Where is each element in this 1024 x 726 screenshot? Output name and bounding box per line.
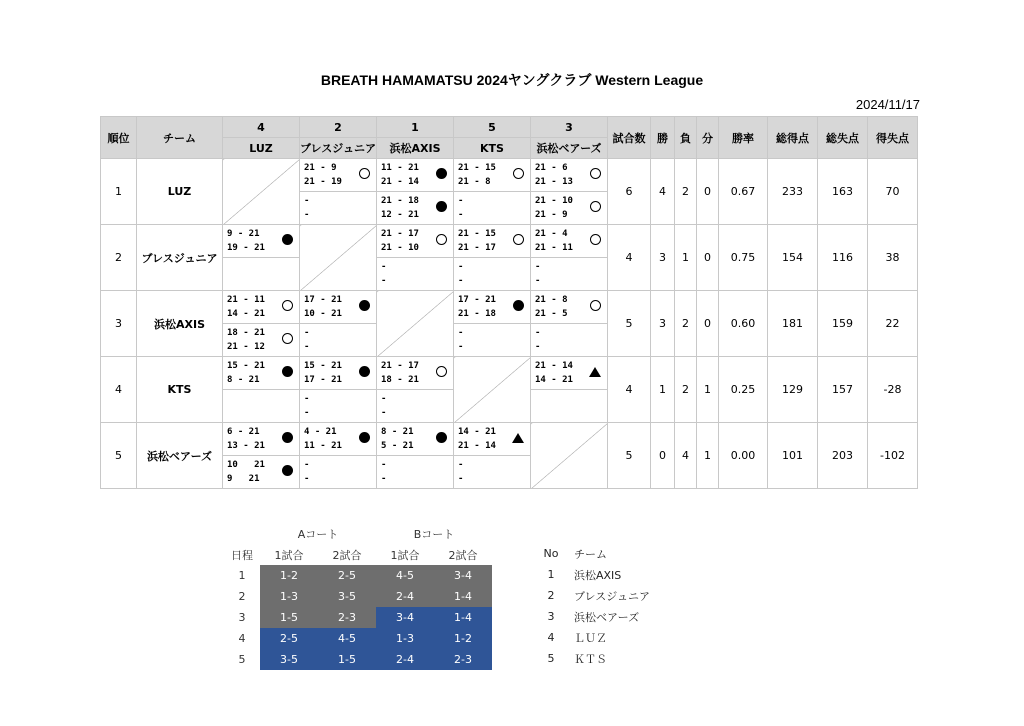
point-diff-cell: -102 (868, 423, 918, 489)
team-name-cell: 浜松AXIS (137, 291, 223, 357)
rank-cell: 3 (101, 291, 137, 357)
set-score: 21 - 17 (381, 229, 419, 239)
win-circle-icon (590, 234, 601, 245)
match-game (223, 225, 299, 257)
draws-cell: 0 (697, 159, 719, 225)
match-game (531, 257, 607, 290)
set-score: - (458, 262, 464, 272)
match-cell (454, 159, 531, 225)
match-game (223, 389, 299, 422)
match-game (454, 191, 530, 224)
match-game (531, 389, 607, 422)
match-cell (454, 423, 531, 489)
match-pairing: 4-5 (376, 565, 434, 586)
table-row (101, 357, 918, 423)
team-name: 浜松ベアーズ (574, 610, 640, 624)
team-name-cell: 浜松ベアーズ (137, 423, 223, 489)
match-game (531, 191, 607, 224)
set-score: 17 - 21 (304, 375, 342, 385)
match-cell (531, 225, 608, 291)
schedule-row (224, 649, 492, 670)
team-number: 3 (547, 610, 555, 623)
match-order-label: 2試合 (448, 548, 478, 562)
standings-table (100, 116, 918, 489)
wins-cell: 3 (651, 291, 675, 357)
match-pairing: 3-5 (260, 649, 318, 670)
table-row (101, 291, 918, 357)
match-game (454, 257, 530, 290)
set-score: 21 - 4 (535, 229, 568, 239)
points-against-cell: 163 (818, 159, 868, 225)
set-score: 21 - 8 (535, 295, 568, 305)
match-game (300, 423, 376, 455)
col-team-name: 浜松ベアーズ (531, 138, 608, 159)
loss-dot-icon (436, 432, 447, 443)
team-list-item (528, 648, 650, 669)
set-score: 10 21 (227, 460, 265, 470)
win-circle-icon (590, 168, 601, 179)
match-order-label: 2試合 (332, 548, 362, 562)
set-score: - (535, 276, 541, 286)
set-score: 21 - 15 (458, 229, 496, 239)
match-game (223, 291, 299, 323)
team-list (528, 543, 650, 669)
match-game (531, 323, 607, 356)
col-no: 5 (454, 117, 531, 138)
win-circle-icon (282, 300, 293, 311)
match-pairing: 3-4 (376, 607, 434, 628)
team-name-cell: KTS (137, 357, 223, 423)
point-diff-cell: 38 (868, 225, 918, 291)
match-cell (377, 159, 454, 225)
set-score: - (381, 262, 387, 272)
set-score: 4 - 21 (304, 427, 337, 437)
header-point-diff: 得失点 (868, 117, 918, 159)
col-no: 2 (300, 117, 377, 138)
set-score: 21 - 14 (381, 177, 419, 187)
set-score: - (304, 394, 310, 404)
col-no: 3 (531, 117, 608, 138)
header-win: 勝 (651, 117, 675, 159)
col-team-name: ブレスジュニア (300, 138, 377, 159)
set-score: 21 - 13 (535, 177, 573, 187)
set-score: 21 - 14 (535, 361, 573, 371)
set-score: - (304, 328, 310, 338)
loss-dot-icon (282, 366, 293, 377)
win-rate-cell: 0.60 (719, 291, 768, 357)
header-points-for: 総得点 (768, 117, 818, 159)
set-score: 14 - 21 (227, 309, 265, 319)
set-score: 21 - 6 (535, 163, 568, 173)
team-list-no-header: No (543, 547, 559, 560)
games-cell: 5 (608, 291, 651, 357)
team-number: 1 (547, 568, 555, 581)
match-game (223, 357, 299, 389)
set-score: - (458, 342, 464, 352)
set-score: 21 - 17 (381, 361, 419, 371)
set-score: - (535, 328, 541, 338)
schedule-row (224, 628, 492, 649)
match-order-label: 1試合 (274, 548, 304, 562)
team-list-item (528, 564, 650, 585)
set-score: - (381, 460, 387, 470)
win-circle-icon (513, 168, 524, 179)
set-score: 14 - 21 (535, 375, 573, 385)
set-score: - (458, 460, 464, 470)
team-number: 5 (547, 652, 555, 665)
match-pairing: 2-3 (318, 607, 376, 628)
set-score: 8 - 21 (227, 375, 260, 385)
set-score: 9 21 (227, 474, 260, 484)
team-list-item (528, 606, 650, 627)
draws-cell: 1 (697, 423, 719, 489)
match-pairing: 2-5 (318, 565, 376, 586)
win-rate-cell: 0.25 (719, 357, 768, 423)
set-score: 21 - 5 (535, 309, 568, 319)
match-pairing: 1-2 (434, 628, 492, 649)
col-team-name: KTS (454, 138, 531, 159)
match-game (531, 159, 607, 191)
win-rate-cell: 0.75 (719, 225, 768, 291)
set-score: 18 - 21 (381, 375, 419, 385)
set-score: 8 - 21 (381, 427, 414, 437)
team-list-name-header: チーム (574, 547, 607, 561)
match-game (454, 323, 530, 356)
match-game (454, 159, 530, 191)
self-match-cell (377, 291, 454, 357)
set-score: 21 - 9 (304, 163, 337, 173)
points-against-cell: 116 (818, 225, 868, 291)
loss-dot-icon (513, 300, 524, 311)
loss-dot-icon (282, 234, 293, 245)
set-score: 11 - 21 (381, 163, 419, 173)
match-pairing: 3-5 (318, 586, 376, 607)
draws-cell: 1 (697, 357, 719, 423)
match-game (223, 323, 299, 356)
match-pairing: 4-5 (318, 628, 376, 649)
table-row (101, 423, 918, 489)
match-cell (531, 357, 608, 423)
points-for-cell: 154 (768, 225, 818, 291)
points-for-cell: 233 (768, 159, 818, 225)
report-date: 2024/11/17 (855, 97, 920, 112)
points-against-cell: 157 (818, 357, 868, 423)
losses-cell: 1 (675, 225, 697, 291)
match-game (300, 455, 376, 488)
match-cell (300, 423, 377, 489)
loss-dot-icon (359, 300, 370, 311)
match-pairing: 1-2 (260, 565, 318, 586)
match-pairing: 1-3 (376, 628, 434, 649)
team-number: 2 (547, 589, 555, 602)
points-against-cell: 159 (818, 291, 868, 357)
match-game (531, 291, 607, 323)
set-score: - (458, 196, 464, 206)
loss-dot-icon (359, 432, 370, 443)
games-cell: 5 (608, 423, 651, 489)
win-circle-icon (436, 234, 447, 245)
points-for-cell: 181 (768, 291, 818, 357)
match-cell (377, 357, 454, 423)
loss-dot-icon (436, 168, 447, 179)
match-game (223, 423, 299, 455)
rank-cell: 2 (101, 225, 137, 291)
header-loss: 負 (675, 117, 697, 159)
losses-cell: 2 (675, 159, 697, 225)
self-match-cell (223, 159, 300, 225)
set-score: 10 - 21 (304, 309, 342, 319)
losses-cell: 2 (675, 357, 697, 423)
header-games: 試合数 (608, 117, 651, 159)
team-name: ブレスジュニア (574, 589, 651, 603)
games-cell: 4 (608, 225, 651, 291)
team-name: ＬＵＺ (574, 631, 607, 645)
match-game (300, 357, 376, 389)
wins-cell: 4 (651, 159, 675, 225)
match-game (377, 423, 453, 455)
set-score: 12 - 21 (381, 210, 419, 220)
set-score: - (304, 342, 310, 352)
court-b-label: Bコート (413, 527, 455, 541)
match-cell (377, 225, 454, 291)
col-no: 4 (223, 117, 300, 138)
team-name-cell: LUZ (137, 159, 223, 225)
schedule-row (224, 607, 492, 628)
team-name: ＫＴＳ (574, 652, 607, 666)
set-score: 21 - 18 (458, 309, 496, 319)
match-game (377, 159, 453, 191)
match-pairing: 1-5 (260, 607, 318, 628)
table-row (101, 225, 918, 291)
match-pairing: 1-3 (260, 586, 318, 607)
day-number: 2 (238, 590, 246, 603)
match-game (223, 257, 299, 290)
match-game (377, 357, 453, 389)
match-game (377, 455, 453, 488)
set-score: 21 - 11 (227, 295, 265, 305)
match-pairing: 2-4 (376, 649, 434, 670)
col-team-name: LUZ (223, 138, 300, 159)
page-title: BREATH HAMAMATSU 2024ヤングクラブ Western League (320, 72, 704, 88)
match-cell (377, 423, 454, 489)
rank-cell: 5 (101, 423, 137, 489)
draws-cell: 0 (697, 291, 719, 357)
team-list-item (528, 627, 650, 648)
set-score: - (304, 210, 310, 220)
win-circle-icon (282, 333, 293, 344)
match-cell (454, 291, 531, 357)
match-game (300, 191, 376, 224)
set-score: 21 - 10 (381, 243, 419, 253)
schedule-row (224, 586, 492, 607)
set-score: 15 - 21 (227, 361, 265, 371)
header-points-against: 総失点 (818, 117, 868, 159)
set-score: - (458, 210, 464, 220)
match-cell (223, 291, 300, 357)
set-score: 17 - 21 (304, 295, 342, 305)
loss-dot-icon (359, 366, 370, 377)
set-score: - (535, 262, 541, 272)
set-score: - (458, 276, 464, 286)
day-number: 5 (238, 653, 246, 666)
losses-cell: 2 (675, 291, 697, 357)
match-cell (223, 423, 300, 489)
day-number: 4 (238, 632, 246, 645)
set-score: - (458, 328, 464, 338)
match-game (377, 389, 453, 422)
wins-cell: 0 (651, 423, 675, 489)
win-circle-icon (436, 366, 447, 377)
win-circle-icon (590, 300, 601, 311)
match-cell (300, 159, 377, 225)
set-score: - (304, 474, 310, 484)
set-score: - (304, 408, 310, 418)
header-draw: 分 (697, 117, 719, 159)
self-match-cell (454, 357, 531, 423)
rank-cell: 4 (101, 357, 137, 423)
match-game (454, 291, 530, 323)
match-game (454, 423, 530, 455)
set-score: 21 - 11 (535, 243, 573, 253)
match-cell (223, 225, 300, 291)
match-game (300, 159, 376, 191)
match-pairing: 1-4 (434, 586, 492, 607)
points-for-cell: 129 (768, 357, 818, 423)
set-score: 11 - 21 (304, 441, 342, 451)
match-game (454, 455, 530, 488)
set-score: 21 - 14 (458, 441, 496, 451)
set-score: - (381, 474, 387, 484)
match-game (300, 323, 376, 356)
win-circle-icon (513, 234, 524, 245)
win-rate-cell: 0.00 (719, 423, 768, 489)
court-a-label: Aコート (297, 527, 339, 541)
set-score: 21 - 18 (381, 196, 419, 206)
points-against-cell: 203 (818, 423, 868, 489)
win-circle-icon (590, 201, 601, 212)
win-rate-cell: 0.67 (719, 159, 768, 225)
match-cell (300, 291, 377, 357)
match-pairing: 2-4 (376, 586, 434, 607)
match-game (531, 225, 607, 257)
set-score: 6 - 21 (227, 427, 260, 437)
set-score: - (381, 394, 387, 404)
match-cell (300, 357, 377, 423)
match-pairing: 3-4 (434, 565, 492, 586)
draw-triangle-icon (512, 433, 524, 443)
team-list-item (528, 585, 650, 606)
set-score: - (535, 342, 541, 352)
set-score: 17 - 21 (458, 295, 496, 305)
wins-cell: 3 (651, 225, 675, 291)
header-team: チーム (137, 117, 223, 159)
set-score: 15 - 21 (304, 361, 342, 371)
match-cell (223, 357, 300, 423)
day-number: 1 (238, 569, 246, 582)
match-game (300, 291, 376, 323)
set-score: 21 - 9 (535, 210, 568, 220)
set-score: - (304, 196, 310, 206)
loss-dot-icon (282, 432, 293, 443)
set-score: 9 - 21 (227, 229, 260, 239)
self-match-cell (531, 423, 608, 489)
match-pairing: 1-4 (434, 607, 492, 628)
self-match-cell (300, 225, 377, 291)
match-cell (531, 159, 608, 225)
match-order-label: 1試合 (390, 548, 420, 562)
match-game (377, 191, 453, 224)
day-label: 日程 (231, 548, 253, 562)
set-score: 21 - 8 (458, 177, 491, 187)
match-pairing: 1-5 (318, 649, 376, 670)
set-score: 21 - 17 (458, 243, 496, 253)
games-cell: 4 (608, 357, 651, 423)
point-diff-cell: 22 (868, 291, 918, 357)
point-diff-cell: -28 (868, 357, 918, 423)
rank-cell: 1 (101, 159, 137, 225)
team-name-cell: ブレスジュニア (137, 225, 223, 291)
match-game (454, 225, 530, 257)
losses-cell: 4 (675, 423, 697, 489)
set-score: 21 - 12 (227, 342, 265, 352)
games-cell: 6 (608, 159, 651, 225)
match-game (300, 389, 376, 422)
schedule-row (224, 565, 492, 586)
match-pairing: 2-5 (260, 628, 318, 649)
set-score: - (381, 276, 387, 286)
set-score: - (304, 460, 310, 470)
set-score: 14 - 21 (458, 427, 496, 437)
points-for-cell: 101 (768, 423, 818, 489)
set-score: 18 - 21 (227, 328, 265, 338)
draw-triangle-icon (589, 367, 601, 377)
set-score: 21 - 19 (304, 177, 342, 187)
set-score: 19 - 21 (227, 243, 265, 253)
set-score: 13 - 21 (227, 441, 265, 451)
set-score: - (458, 474, 464, 484)
match-game (377, 257, 453, 290)
loss-dot-icon (436, 201, 447, 212)
wins-cell: 1 (651, 357, 675, 423)
header-rank: 順位 (101, 117, 137, 159)
match-game (223, 455, 299, 488)
match-game (531, 357, 607, 389)
match-cell (454, 225, 531, 291)
match-game (377, 225, 453, 257)
draws-cell: 0 (697, 225, 719, 291)
col-team-name: 浜松AXIS (377, 138, 454, 159)
loss-dot-icon (282, 465, 293, 476)
set-score: 5 - 21 (381, 441, 414, 451)
col-no: 1 (377, 117, 454, 138)
header-rate: 勝率 (719, 117, 768, 159)
point-diff-cell: 70 (868, 159, 918, 225)
win-circle-icon (359, 168, 370, 179)
match-cell (531, 291, 608, 357)
team-number: 4 (547, 631, 555, 644)
set-score: - (381, 408, 387, 418)
table-row (101, 159, 918, 225)
set-score: 21 - 10 (535, 196, 573, 206)
match-pairing: 2-3 (434, 649, 492, 670)
schedule-table (224, 523, 492, 670)
set-score: 21 - 15 (458, 163, 496, 173)
team-name: 浜松AXIS (574, 568, 622, 582)
day-number: 3 (238, 611, 246, 624)
